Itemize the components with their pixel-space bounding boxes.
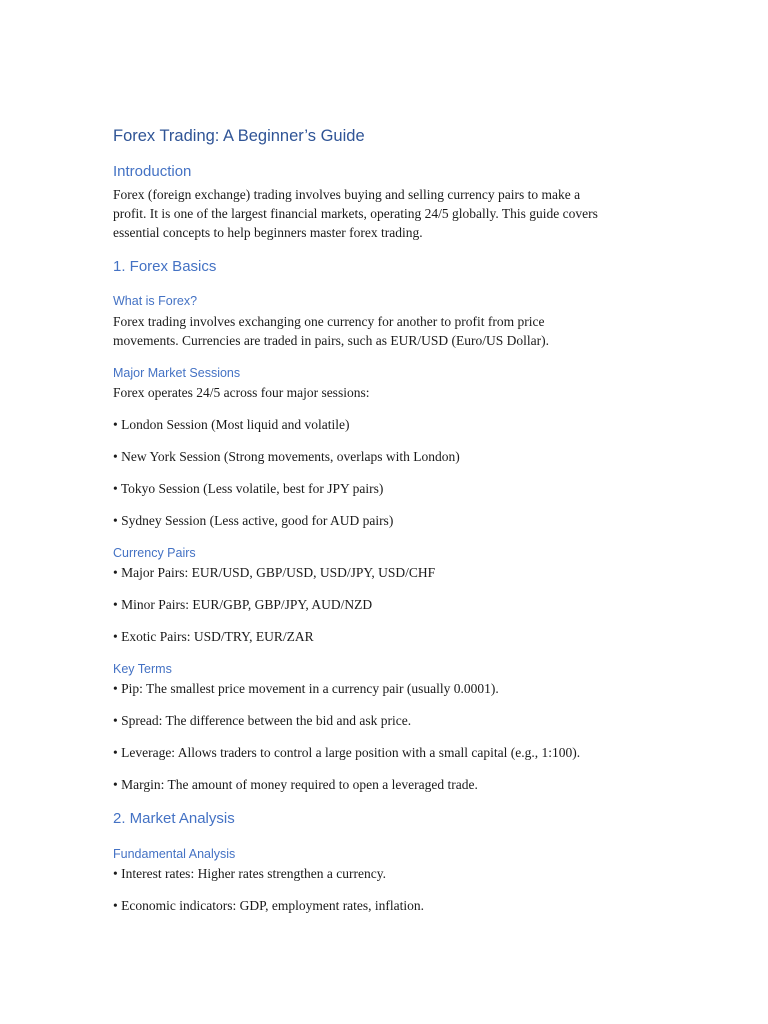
market-sessions-intro: Forex operates 24/5 across four major sessions: [113, 385, 370, 400]
key-term-list-item: • Margin: The amount of money required to open a leveraged trade. [113, 777, 478, 792]
currency-pairs-heading: Currency Pairs [113, 546, 196, 560]
currency-pair-list-item: • Major Pairs: EUR/USD, GBP/USD, USD/JPY, USD/CHF [113, 565, 436, 580]
what-is-forex-heading: What is Forex? [113, 294, 198, 308]
document-page [113, 0, 653, 1024]
forex-basics-heading: 1. Forex Basics [113, 258, 217, 275]
session-list-item: • Sydney Session (Less active, good for AUD pairs) [113, 513, 394, 528]
introduction-paragraph-line: profit. It is one of the largest financial markets, operating 24/5 globally. This guide covers [113, 206, 598, 221]
key-term-list-item: • Spread: The difference between the bid and ask price. [113, 713, 412, 728]
key-terms-heading: Key Terms [113, 662, 172, 676]
introduction-heading: Introduction [113, 163, 192, 180]
currency-pair-list-item: • Minor Pairs: EUR/GBP, GBP/JPY, AUD/NZD [113, 597, 373, 612]
introduction-paragraph-line: Forex (foreign exchange) trading involves buying and selling currency pairs to make a [113, 187, 581, 202]
key-term-list-item: • Pip: The smallest price movement in a currency pair (usually 0.0001). [113, 681, 499, 696]
session-list-item: • Tokyo Session (Less volatile, best for JPY pairs) [113, 481, 384, 496]
document-title: Forex Trading: A Beginner’s Guide [113, 127, 365, 145]
session-list-item: • London Session (Most liquid and volatile) [113, 417, 350, 432]
introduction-paragraph-line: essential concepts to help beginners master forex trading. [113, 225, 423, 240]
session-list-item: • New York Session (Strong movements, overlaps with London) [113, 449, 460, 464]
key-term-list-item: • Leverage: Allows traders to control a large position with a small capital (e.g., 1:100). [113, 745, 581, 760]
market-sessions-heading: Major Market Sessions [113, 366, 241, 380]
fundamental-analysis-list-item: • Economic indicators: GDP, employment rates, inflation. [113, 898, 425, 913]
fundamental-analysis-heading: Fundamental Analysis [113, 847, 236, 861]
fundamental-analysis-list-item: • Interest rates: Higher rates strengthen a currency. [113, 866, 386, 881]
currency-pair-list-item: • Exotic Pairs: USD/TRY, EUR/ZAR [113, 629, 314, 644]
what-is-forex-paragraph-line: movements. Currencies are traded in pairs, such as EUR/USD (Euro/US Dollar). [113, 333, 550, 348]
market-analysis-heading: 2. Market Analysis [113, 810, 235, 827]
what-is-forex-paragraph-line: Forex trading involves exchanging one currency for another to profit from price [113, 314, 545, 329]
